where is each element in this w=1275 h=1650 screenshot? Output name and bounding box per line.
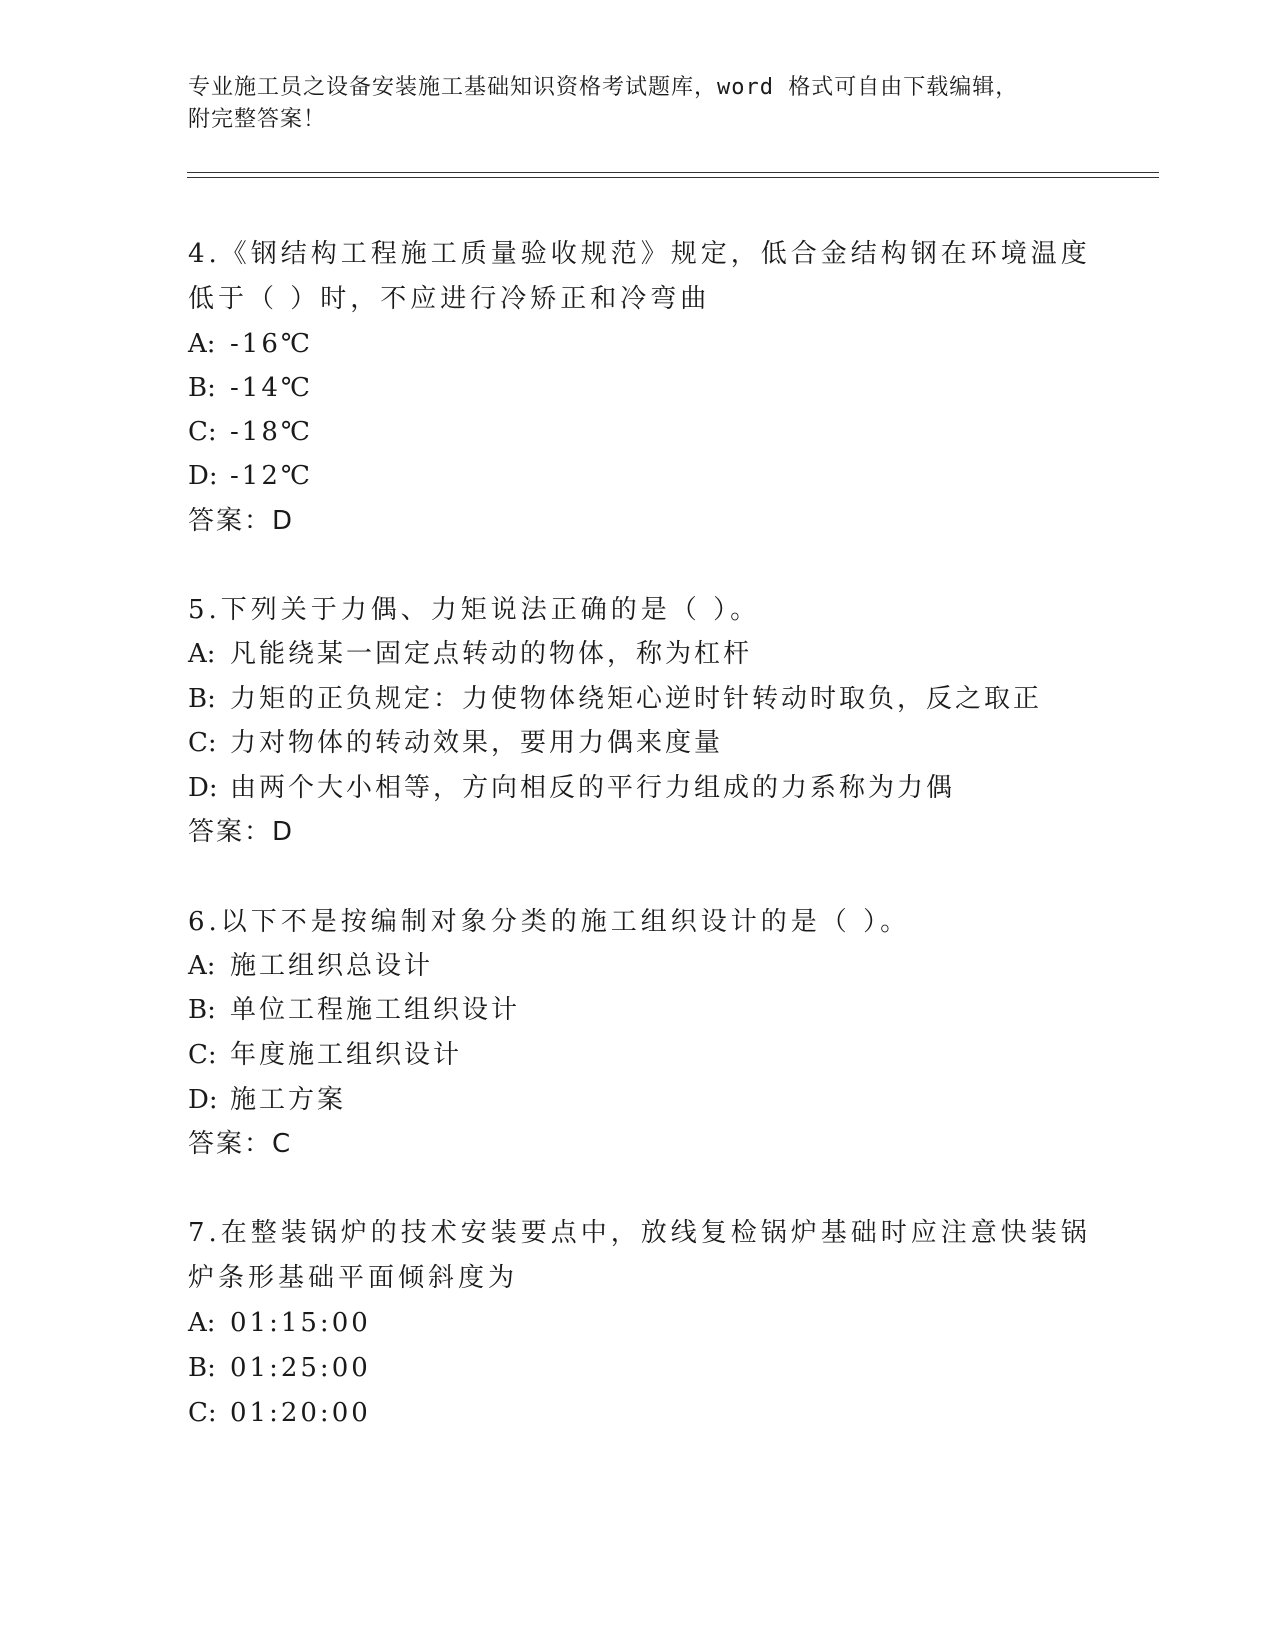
option-text: 力矩的正负规定：力使物体绕矩心逆时针转动时取负，反之取正 [230, 684, 1043, 714]
option-text: -12℃ [230, 461, 313, 491]
option-letter: D: [188, 461, 218, 491]
question-4-option-d [188, 456, 313, 496]
option-text: 01:20:00 [230, 1398, 371, 1428]
question-6-option-b [188, 990, 520, 1030]
option-letter: A: [188, 639, 216, 669]
question-6-option-c [188, 1035, 462, 1075]
option-letter: B: [188, 684, 216, 714]
question-5-option-d [188, 768, 955, 808]
question-4-stem-line-1: 4.《钢结构工程施工质量验收规范》规定，低合金结构钢在环境温度 [188, 239, 1091, 269]
header-rule-top [187, 172, 1159, 173]
question-7-option-a [188, 1303, 371, 1343]
question-4-answer: 答案：D [188, 506, 295, 536]
option-letter: B: [188, 373, 216, 403]
question-5-answer: 答案：D [188, 817, 295, 847]
option-text: -16℃ [230, 329, 313, 359]
option-letter: A: [188, 951, 216, 981]
question-6-answer: 答案：C [188, 1129, 293, 1159]
option-letter: C: [188, 417, 217, 447]
option-letter: B: [188, 1353, 216, 1383]
option-letter: A: [188, 329, 216, 359]
option-text: 01:15:00 [230, 1308, 371, 1338]
question-6-stem-line-1: 6.以下不是按编制对象分类的施工组织设计的是（ ）。 [188, 907, 911, 937]
option-letter: A: [188, 1308, 216, 1338]
header-line-1: 专业施工员之设备安装施工基础知识资格考试题库，word 格式可自由下载编辑， [188, 75, 1019, 100]
question-6-option-a [188, 946, 433, 986]
option-text: 01:25:00 [230, 1353, 371, 1383]
option-text: -18℃ [230, 417, 313, 447]
option-text: 年度施工组织设计 [230, 1040, 463, 1070]
question-7-option-c [188, 1393, 371, 1433]
option-text: -14℃ [230, 373, 313, 403]
option-letter: C: [188, 1040, 217, 1070]
option-text: 施工方案 [230, 1085, 347, 1115]
question-5-option-b [188, 679, 1042, 719]
question-7-option-b [188, 1348, 371, 1388]
option-text: 单位工程施工组织设计 [230, 995, 521, 1025]
question-5-option-c [188, 723, 723, 763]
question-7-stem-line-1: 7.在整装锅炉的技术安装要点中，放线复检锅炉基础时应注意快装锅 [188, 1218, 1091, 1248]
option-text: 力对物体的转动效果，要用力偶来度量 [230, 728, 724, 758]
option-letter: B: [188, 995, 216, 1025]
header-rule-bottom [187, 177, 1159, 178]
option-letter: C: [188, 1398, 217, 1428]
question-5-stem-line-1: 5.下列关于力偶、力矩说法正确的是（ ）。 [188, 595, 761, 625]
question-4-option-a [188, 324, 313, 364]
option-letter: D: [188, 773, 218, 803]
question-5-option-a [188, 634, 752, 674]
option-letter: D: [188, 1085, 218, 1115]
option-letter: C: [188, 728, 217, 758]
option-text: 凡能绕某一固定点转动的物体，称为杠杆 [230, 639, 753, 669]
question-4-stem-line-2: 低于（ ）时，不应进行冷矫正和冷弯曲 [188, 284, 711, 314]
question-4-option-c [188, 412, 313, 452]
question-7-stem-line-2: 炉条形基础平面倾斜度为 [188, 1263, 519, 1293]
header-line-2: 附完整答案！ [188, 107, 327, 132]
option-text: 施工组织总设计 [230, 951, 434, 981]
question-6-option-d [188, 1080, 346, 1120]
question-4-option-b [188, 368, 313, 408]
option-text: 由两个大小相等，方向相反的平行力组成的力系称为力偶 [230, 773, 956, 803]
